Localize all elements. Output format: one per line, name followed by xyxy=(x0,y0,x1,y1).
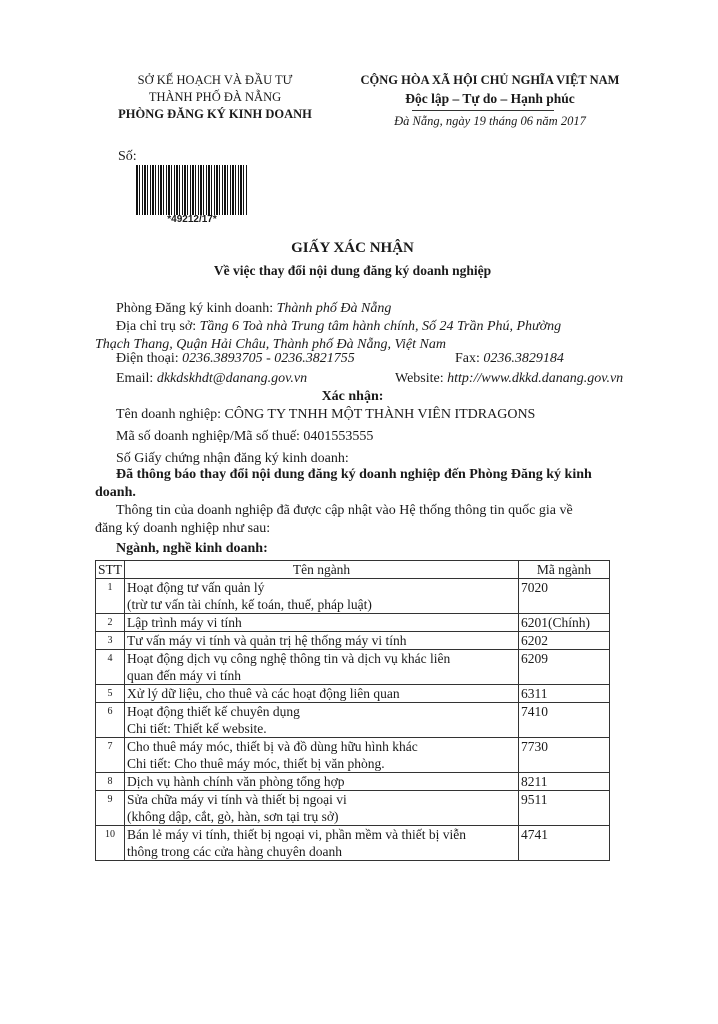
row-stt: 8 xyxy=(96,773,125,791)
header-name: Tên ngành xyxy=(125,561,519,579)
row-name-line-2: Chi tiết: Cho thuê máy móc, thiết bị văn phòng. xyxy=(127,756,385,771)
header-right xyxy=(340,72,640,130)
row-code: 9511 xyxy=(519,791,610,826)
row-stt: 9 xyxy=(96,791,125,826)
row-name xyxy=(125,826,519,861)
row-code: 7410 xyxy=(519,703,610,738)
row-stt: 4 xyxy=(96,650,125,685)
address-value-2: Thạch Thang, Quận Hải Châu, Thành phố Đà Nẵng, Việt Nam xyxy=(95,337,446,352)
row-name-line-2: (trừ tư vấn tài chính, kế toán, thuế, pháp luật) xyxy=(127,597,372,612)
row-stt: 6 xyxy=(96,703,125,738)
table-row xyxy=(96,791,610,826)
company-label: Tên doanh nghiệp: xyxy=(116,407,221,422)
row-name-line-1: Sửa chữa máy vi tính và thiết bị ngoại vi xyxy=(127,792,347,807)
row-name xyxy=(125,791,519,826)
document-title: GIẤY XÁC NHẬN xyxy=(291,240,414,256)
national-title: CỘNG HÒA XÃ HỘI CHỦ NGHĨA VIỆT NAM xyxy=(360,73,620,87)
tax-code-label: Mã số doanh nghiệp/Mã số thuế: xyxy=(116,429,300,444)
row-code: 8211 xyxy=(519,773,610,791)
table-row xyxy=(96,703,610,738)
email-value: dkkdskhdt@danang.gov.vn xyxy=(156,371,308,386)
company-line xyxy=(116,406,535,424)
email-line xyxy=(116,370,307,388)
row-name-line-1: Hoạt động dịch vụ công nghệ thông tin và dịch vụ khác liên xyxy=(127,651,451,666)
table-row xyxy=(96,650,610,685)
info-line-2: đăng ký doanh nghiệp như sau: xyxy=(95,521,271,536)
sector-heading: Ngành, nghề kinh doanh: xyxy=(116,541,268,556)
address-value-1: Tầng 6 Toà nhà Trung tâm hành chính, Số 24 Trần Phú, Phường xyxy=(199,319,562,334)
agency-line-1: SỞ KẾ HOẠCH VÀ ĐẦU TƯ xyxy=(137,73,293,87)
table-body xyxy=(96,579,610,861)
company-value: CÔNG TY TNHH MỘT THÀNH VIÊN ITDRAGONS xyxy=(224,407,536,422)
phone-value: 0236.3893705 - 0236.3821755 xyxy=(182,351,355,366)
row-code: 6311 xyxy=(519,685,610,703)
table-row xyxy=(96,579,610,614)
website-line xyxy=(395,370,623,388)
barcode-image xyxy=(136,165,248,215)
phone-line xyxy=(116,350,355,368)
notice-line-1 xyxy=(95,466,592,484)
header-code: Mã ngành xyxy=(519,561,610,579)
phone-label: Điện thoại: xyxy=(116,351,179,366)
row-name-line-1: Cho thuê máy móc, thiết bị và đồ dùng hữu hình khác xyxy=(127,739,418,754)
table-row xyxy=(96,614,610,632)
row-stt: 3 xyxy=(96,632,125,650)
row-name-line-1: Tư vấn máy vi tính và quản trị hệ thống máy vi tính xyxy=(127,633,407,648)
row-name xyxy=(125,738,519,773)
table-row xyxy=(96,826,610,861)
row-name-line-2: (không dập, cắt, gò, hàn, sơn tại trụ sở) xyxy=(127,809,339,824)
row-name xyxy=(125,685,519,703)
table-row xyxy=(96,685,610,703)
row-stt: 1 xyxy=(96,579,125,614)
row-code: 6209 xyxy=(519,650,610,685)
row-name-line-1: Hoạt động thiết kế chuyên dụng xyxy=(127,704,300,719)
tax-code-line xyxy=(116,428,373,446)
row-stt: 5 xyxy=(96,685,125,703)
address-line-1 xyxy=(116,318,561,336)
row-name-line-1: Dịch vụ hành chính văn phòng tổng hợp xyxy=(127,774,345,789)
fax-label: Fax: xyxy=(455,351,480,366)
business-sector-table xyxy=(95,560,610,861)
document-subtitle: Về việc thay đổi nội dung đăng ký doanh nghiệp xyxy=(213,263,492,278)
row-code: 7020 xyxy=(519,579,610,614)
row-stt: 10 xyxy=(96,826,125,861)
office-label: Phòng Đăng ký kinh doanh: xyxy=(116,301,274,316)
info-line-1: Thông tin của doanh nghiệp đã được cập nhật vào Hệ thống thông tin quốc gia về xyxy=(116,503,573,518)
row-name-line-1: Xử lý dữ liệu, cho thuê và các hoạt động liên quan xyxy=(127,686,400,701)
row-name-line-2: Chi tiết: Thiết kế website. xyxy=(127,721,267,736)
email-label: Email: xyxy=(116,371,154,386)
row-code: 6201(Chính) xyxy=(519,614,610,632)
row-name xyxy=(125,650,519,685)
row-name-line-2: quan đến máy vi tính xyxy=(127,668,241,683)
national-motto: Độc lập – Tự do – Hạnh phúc xyxy=(405,91,575,106)
cert-line: Số Giấy chứng nhận đăng ký kinh doanh: xyxy=(116,451,349,466)
row-name-line-2: thông trong các cửa hàng chuyên doanh xyxy=(127,844,343,859)
issue-date: Đà Nẵng, ngày 19 tháng 06 năm 2017 xyxy=(394,114,586,128)
table-row xyxy=(96,632,610,650)
tax-code-value: 0401553555 xyxy=(303,429,374,444)
row-stt: 7 xyxy=(96,738,125,773)
row-code: 7730 xyxy=(519,738,610,773)
header-left xyxy=(95,72,335,123)
table-row xyxy=(96,738,610,773)
notice-line-2: doanh. xyxy=(95,485,136,500)
fax-value: 0236.3829184 xyxy=(483,351,564,366)
fax-line xyxy=(455,350,564,368)
document-number-label: Số: xyxy=(118,149,137,164)
barcode-text: *49212/17* xyxy=(167,214,217,225)
notice-text-1: Đã thông báo thay đổi nội dung đăng ký doanh nghiệp đến Phòng Đăng ký kinh xyxy=(116,467,592,482)
row-name xyxy=(125,703,519,738)
header-stt: STT xyxy=(96,561,125,579)
website-label: Website: xyxy=(395,371,444,386)
row-name xyxy=(125,614,519,632)
row-code: 6202 xyxy=(519,632,610,650)
office-value: Thành phố Đà Nẵng xyxy=(276,301,392,316)
office-line xyxy=(116,300,391,318)
row-name xyxy=(125,579,519,614)
row-name xyxy=(125,632,519,650)
row-name-line-1: Hoạt động tư vấn quản lý xyxy=(127,580,265,595)
website-value: http://www.dkkd.danang.gov.vn xyxy=(447,371,624,386)
table-header-row xyxy=(96,561,610,579)
row-name xyxy=(125,773,519,791)
table-row xyxy=(96,773,610,791)
row-stt: 2 xyxy=(96,614,125,632)
address-label: Địa chỉ trụ sở: xyxy=(116,319,197,334)
row-code: 4741 xyxy=(519,826,610,861)
row-name-line-1: Lập trình máy vi tính xyxy=(127,615,242,630)
confirm-heading: Xác nhận: xyxy=(321,389,384,404)
agency-line-3: PHÒNG ĐĂNG KÝ KINH DOANH xyxy=(118,107,312,121)
motto-underline xyxy=(412,110,554,111)
row-name-line-1: Bán lẻ máy vi tính, thiết bị ngoại vi, phần mềm và thiết bị viễn xyxy=(127,827,466,842)
agency-line-2: THÀNH PHỐ ĐÀ NẴNG xyxy=(148,90,282,104)
